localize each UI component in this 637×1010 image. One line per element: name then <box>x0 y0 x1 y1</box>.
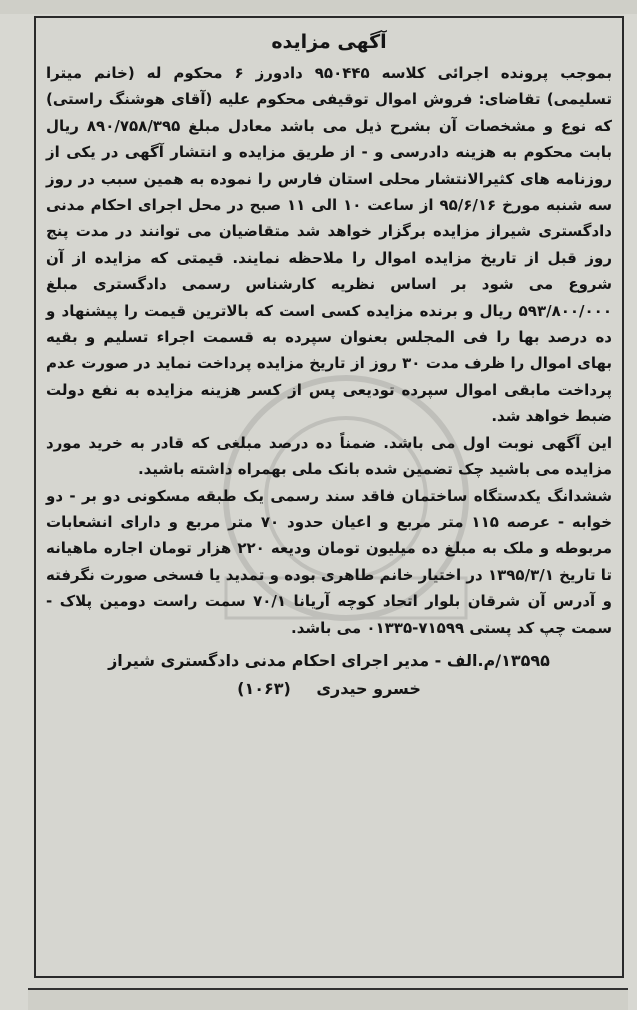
clipping-bottom-edge <box>28 988 628 1010</box>
clipping-top-edge <box>0 0 637 14</box>
notice-paragraph-main: بموجب پرونده اجرائی کلاسه ۹۵۰۴۴۵ دادورز ۶ محکوم له (خانم میترا تسلیمی) تقاضای: فروش اموال توقیفی محکوم علیه (آقای هوشنگ راستی) که نوع و مشخصات آن بشرح ذیل می باشد معادل مبلغ ۸۹۰/۷۵۸/۳۹۵ ریال بابت محکوم به هزینه دادرسی و - از طریق مزایده و انتشار آگهی در یکی از روزنامه های کثیرالانتشار محلی استان فارس را نموده به همین سبب در روز سه شنبه مورخ ۹۵/۶/۱۶ از ساعت ۱۰ الی ۱۱ صبح در محل اجرای احکام مدنی دادگستری شیراز مزایده برگزار خواهد شد متقاضیان می توانند در مدت پنج روز قبل از تاریخ مزایده اموال را ملاحظه نمایند. قیمتی که مزایده از آن شروع می شود بر اساس نظریه کارشناس رسمی دادگستری مبلغ ۵۹۳/۸۰۰/۰۰۰ ریال و برنده مزایده کسی است که بالاترین قیمت را پیشنهاد و ده درصد بها را فی المجلس بعنوان سپرده به قسمت اجراء تسلیم و بقیه بهای اموال را ظرف مدت ۳۰ روز از تاریخ مزایده پرداخت نماید در صورت عدم پرداخت مابقی اموال سپرده تودیعی پس از کسر هزینه مزایده به نفع دولت ضبط خواهد شد. <box>46 64 612 426</box>
notice-paragraph-property: ششدانگ یکدستگاه ساختمان فاقد سند رسمی یک طبقه مسکونی دو بر - دو خوابه - عرصه ۱۱۵ متر مربع و اعیان حدود ۷۰ متر مربع و دارای انشعابات مربوطه و ملک به مبلغ ده میلیون تومان ودیعه ۲۲۰ هزار تومان اجاره ماهیانه تا تاریخ ۱۳۹۵/۳/۱ در اختیار خانم طاهری بوده و تمدید یا فسخی صورت نگرفته و آدرس آن شرقان بلوار اتحاد کوچه آریانا ۷۰/۱ سمت راست دومین پلاک - سمت چپ کد پستی ۷۱۵۹۹-۰۱۳۳۵ می باشد. <box>46 486 613 637</box>
notice-footer-code: (۱۰۶۳) <box>237 678 291 698</box>
notice-footer-signature <box>46 675 612 703</box>
notice-footer-line: ۱۳۵۹۵/م.الف - مدیر اجرای احکام مدنی دادگستری شیراز <box>108 650 550 670</box>
notice-footer-name: خسرو حیدری <box>316 678 421 698</box>
notice-title: آگهی مزایده <box>271 31 387 53</box>
notice-paragraph-round: این آگهی نوبت اول می باشد. ضمناً ده درصد مبلغی که قادر به خرید مورد مزایده می باشید چک تضمین شده بانک ملی بهمراه داشته باشید. <box>46 433 612 479</box>
notice-frame <box>34 16 624 978</box>
notice-body <box>46 28 612 703</box>
